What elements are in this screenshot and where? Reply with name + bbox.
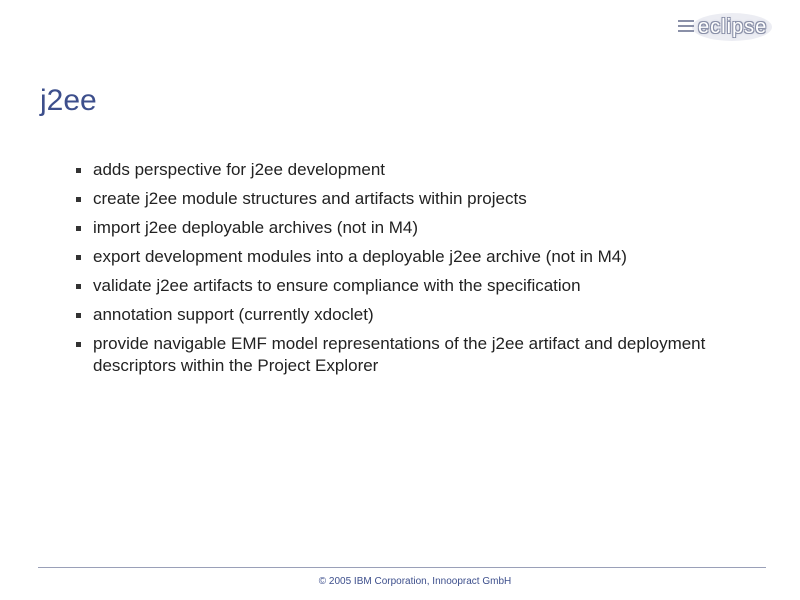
bullet-icon <box>76 342 81 347</box>
bullet-icon <box>76 168 81 173</box>
list-item <box>76 159 756 181</box>
bullet-list <box>76 159 756 384</box>
bullet-text: create j2ee module structures and artifacts within projects <box>93 189 527 208</box>
footer-divider <box>38 567 766 568</box>
bullet-text: import j2ee deployable archives (not in M4) <box>93 218 419 237</box>
bullet-icon <box>76 197 81 202</box>
bullet-icon <box>76 255 81 260</box>
slide-title: j2ee <box>40 84 97 117</box>
eclipse-logo <box>676 12 788 42</box>
bullet-text: validate j2ee artifacts to ensure compliance with the specification <box>93 276 581 295</box>
bullet-text: annotation support (currently xdoclet) <box>93 305 374 324</box>
bullet-icon <box>76 226 81 231</box>
footer-copyright: © 2005 IBM Corporation, Innoopract GmbH <box>318 576 512 587</box>
list-item <box>76 217 756 239</box>
bullet-icon <box>76 284 81 289</box>
bullet-text: adds perspective for j2ee development <box>93 160 386 179</box>
logo-text: eclipse <box>698 16 768 38</box>
list-item <box>76 275 756 297</box>
list-item <box>76 304 756 326</box>
bullet-icon <box>76 313 81 318</box>
list-item <box>76 246 756 268</box>
bullet-text: export development modules into a deployable j2ee archive (not in M4) <box>93 247 627 266</box>
bullet-text: provide navigable EMF model representations of the j2ee artifact and deployment descriptors within the Project Explorer <box>93 334 706 375</box>
list-item <box>76 333 756 377</box>
list-item <box>76 188 756 210</box>
